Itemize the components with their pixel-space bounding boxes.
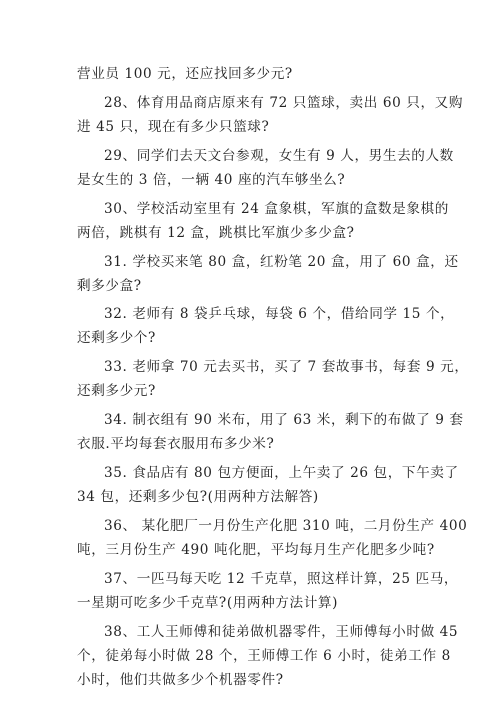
word-problem (77, 567, 459, 615)
problem-text-line: 营业员 100 元，还应找回多少元? (77, 66, 293, 82)
problem-text-line: 小时，他们共做多少个机器零件? (77, 671, 284, 688)
problem-text-line: 是女生的 3 倍，一辆 40 座的汽车够坐么? (77, 171, 346, 188)
problem-text-line: 37、一匹马每天吃 12 千克草，照这样计算，25 匹马， (104, 570, 459, 587)
word-problem (77, 355, 469, 403)
word-problem (77, 461, 459, 509)
word-problem (77, 197, 449, 245)
problem-continuation (77, 62, 429, 86)
problem-text-line: 还剩多少个? (77, 330, 156, 347)
problem-text-line: 个，徒弟每小时做 28 个，王师傅工作 6 小时，徒弟工作 8 (77, 647, 451, 664)
word-problem (77, 408, 464, 456)
word-problem (77, 620, 459, 692)
problem-text-line: 30、学校活动室里有 24 盒象棋，军旗的盒数是象棋的 (104, 200, 449, 217)
problem-text-line: 32. 老师有 8 袋乒乓球，每袋 6 个，借给同学 15 个， (104, 306, 455, 323)
problem-text-line: 两倍，跳棋有 12 盒，跳棋比军旗少多少盒? (77, 224, 355, 241)
word-problem (77, 302, 455, 350)
problem-text-line: 35. 食品店有 80 包方便面，上午卖了 26 包，下午卖了 (104, 465, 459, 482)
problem-text-line: 剩多少盒? (77, 277, 142, 294)
problem-text-line: 34. 制衣组有 90 米布，用了 63 米，剩下的布做了 9 套 (104, 412, 464, 429)
problem-text-line: 38、工人王师傅和徒弟做机器零件，王师傅每小时做 45 (104, 623, 459, 640)
word-problem (77, 144, 454, 192)
word-problem (77, 250, 459, 298)
problem-text-line: 33. 老师拿 70 元去买书，买了 7 套故事书，每套 9 元， (104, 359, 469, 376)
problem-text-line: 31. 学校买来笔 80 盒，红粉笔 20 盒，用了 60 盒，还 (104, 253, 459, 270)
problem-text-line: 36、 某化肥厂一月份生产化肥 310 吨，二月份生产 400 (104, 518, 468, 535)
problem-text-line: 29、同学们去天文台参观，女生有 9 人，男生去的人数 (104, 147, 454, 164)
problem-text-line: 衣服.平均每套衣服用布多少米? (77, 436, 275, 453)
word-problem (77, 514, 468, 562)
problem-text-line: 进 45 只，现在有多少只篮球? (77, 118, 270, 135)
problem-text-line: 28、体育用品商店原来有 72 只篮球，卖出 60 只，又购 (104, 94, 464, 111)
problem-text-line: 34 包，还剩多少包?(用两种方法解答) (77, 489, 319, 506)
problem-text-line: 还剩多少元? (77, 383, 156, 400)
problem-text-line: 吨，三月份生产 490 吨化肥，平均每月生产化肥多少吨? (77, 542, 435, 559)
word-problem (77, 91, 464, 139)
problem-text-line: 一星期可吃多少千克草?(用两种方法计算) (77, 594, 338, 611)
problem-list (77, 62, 469, 697)
